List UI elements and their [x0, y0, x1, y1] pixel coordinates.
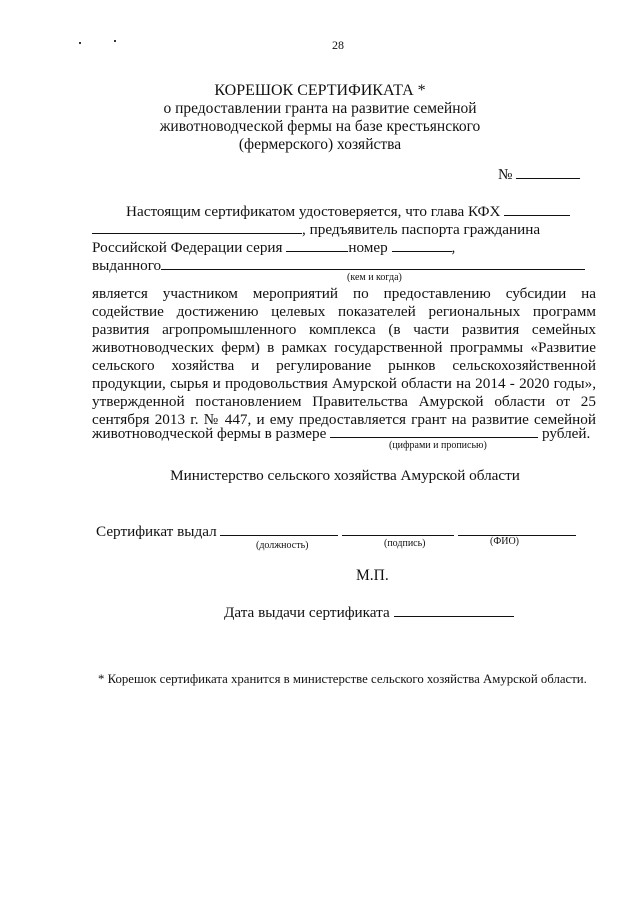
- issue-date-label: Дата выдачи сертификата: [224, 604, 390, 621]
- body-text: рублей.: [541, 425, 591, 442]
- body-text: ,: [451, 239, 456, 256]
- body-paragraph-line: сельского хозяйства и регулирование рынков сельскохозяйственной: [92, 357, 596, 374]
- body-paragraph-line: содействие достижению целевых показателей региональных программ: [92, 303, 596, 320]
- ministry-name: Министерство сельского хозяйства Амурской области: [170, 467, 520, 484]
- number-blank: [516, 165, 580, 179]
- issued-by-label: Сертификат выдал: [96, 523, 217, 540]
- kfh-head-blank: [504, 202, 570, 216]
- page-number: 28: [332, 38, 344, 52]
- body-paragraph-line: является участником мероприятий по предоставлению субсидии на: [92, 285, 596, 302]
- title-subline: животноводческой фермы на базе крестьянского: [159, 118, 481, 135]
- body-text: номер: [348, 239, 388, 256]
- body-paragraph-line: животноводческих ферм) в рамках государственной программы «Развитие: [92, 339, 596, 356]
- document-title: КОРЕШОК СЕРТИФИКАТА *: [214, 82, 426, 99]
- body-paragraph-line: утвержденной постановлением Правительства Амурской области от 25: [92, 393, 596, 410]
- kfh-head-name-blank: [92, 220, 302, 234]
- hint-issued: (кем и когда): [347, 272, 402, 283]
- body-line-4: [92, 256, 585, 276]
- issued-by-blank: [161, 256, 585, 270]
- issue-date-blank: [394, 603, 514, 617]
- issue-date-row: [224, 603, 514, 623]
- scan-speck: [114, 40, 116, 42]
- body-text: Настоящим сертификатом удостоверяется, что глава КФХ: [126, 203, 501, 220]
- body-paragraph-line: продукции, сырья и продовольствия Амурской области на 2014 - 2020 годы»,: [92, 375, 596, 392]
- number-sign: №: [498, 166, 513, 183]
- body-text: выданного: [92, 257, 162, 274]
- body-paragraph-line: сентября 2013 г. № 447, и ему предоставляется грант на развитие семейной: [92, 411, 596, 428]
- grant-amount-blank: [330, 424, 538, 438]
- body-text: , предъявитель паспорта гражданина: [302, 221, 541, 238]
- signature-blank: [342, 522, 454, 536]
- hint-position: (должность): [256, 540, 309, 551]
- scan-speck: [79, 42, 81, 44]
- body-line-1: [126, 202, 570, 222]
- body-text: животноводческой фермы в размере: [92, 425, 327, 442]
- passport-series-blank: [286, 238, 348, 252]
- passport-number-blank: [392, 238, 452, 252]
- body-paragraph-line: развития агропромышленного комплекса (в части развития семейных: [92, 321, 596, 338]
- title-subline: о предоставлении гранта на развитие семейной: [163, 100, 477, 117]
- body-line-3: [92, 238, 455, 258]
- hint-amount: (цифрами и прописью): [389, 440, 487, 451]
- title-subline: (фермерского) хозяйства: [238, 136, 402, 153]
- position-blank: [220, 522, 338, 536]
- hint-signature: (подпись): [384, 538, 426, 549]
- full-name-blank: [458, 522, 576, 536]
- stamp-place: М.П.: [356, 567, 389, 584]
- hint-full-name: (ФИО): [490, 536, 520, 547]
- body-text: Российской Федерации серия: [92, 239, 283, 256]
- body-line-amount: [92, 424, 590, 444]
- footnote: * Корешок сертификата хранится в министерстве сельского хозяйства Амурской области.: [98, 672, 587, 686]
- certificate-number-field: [498, 165, 580, 185]
- body-line-2: [92, 220, 540, 240]
